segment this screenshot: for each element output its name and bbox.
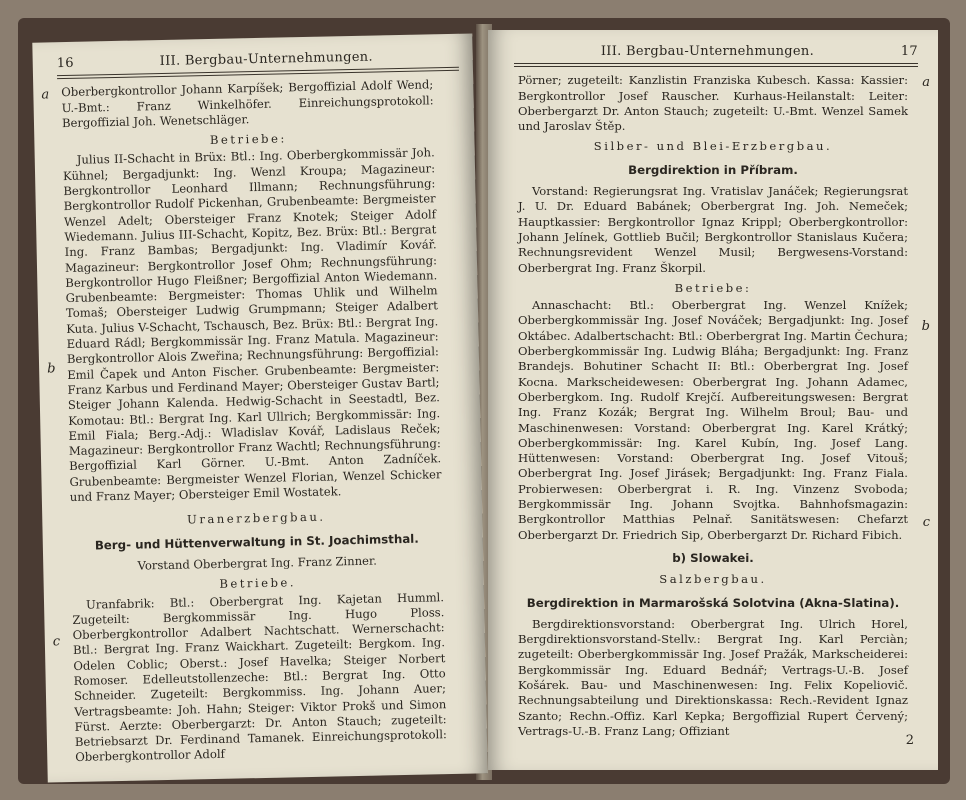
right-page-header	[488, 30, 938, 59]
left-page-body	[33, 71, 487, 767]
margin-marker: c	[52, 634, 61, 650]
running-head: III. Bergbau-Unternehmungen.	[600, 44, 815, 59]
page-number: 17	[900, 44, 918, 59]
signature-mark: 2	[905, 732, 914, 748]
margin-marker: a	[41, 87, 50, 103]
left-page	[32, 33, 487, 782]
margin-marker: b	[46, 361, 56, 377]
section-title: Berg- und Hüttenverwaltung in St. Joachimsthal.	[94, 531, 419, 553]
paragraph: Julius II-Schacht in Brüx: Btl.: Ing. Oberbergkommissär Joh. Kühnel; Bergadjunkt: Ing. Wenzl Kroupa; Magazineur: Bergkontrollor Leonhard Illmann; Rechnungsführung: Bergkontrollor Rudolf Pickenhan, Grubenbeamte: Bergmeister Wenzel Adelt; Obersteiger Franz Knotek; Steiger Adolf Wiedemann. Julius III-Schacht, Kopitz, Bez. Brüx: Btl.: Bergrat Ing. Franz Bambas; Bergadjunkt: Ing. Vladimír Kovář. Magazineur: Bergkontrollor Josef Ohm; Rechnungsführung: Bergkontrollor Hugo Fleißner; Bergoffizial Anton Wiedemann. Grubenbeamte: Bergmeister: Thomas Uhlik und Wilhelm Tomaš; Obersteiger Ludwig Grumpmann; Steiger Adalbert Kuta. Julius V-Schacht, Tschausch, Bez. Brüx: Btl.: Bergrat Ing. Eduard Rádl; Bergkommissär Ing. Franz Matula. Magazineur: Bergkontrollor Alois Zweřina; Rechnungsführung: Bergoffizial: Emil Čapek und Anton Fischer. Grubenbeamte: Bergmeister: Franz Karbus und Ferdinand Mayer; Obersteiger Gustav Bartl; Steiger Johann Kalenda. Hedwig-Schacht in Seestadtl, Bez. Komotau: Btl.: Bergrat Ing. Karl Ullrich; Bergkommissär: Ing. Emil Fiala; Berg.-Adj.: Wladislav Kovář, Ladislaus Reček; Magazineur: Bergkontrollor Franz Wachtl; Rechnungsführung: Bergoffizial Karl Görner. U.-Bmt. Anton Zadníček. Grubenbeamte: Bergmeister Wenzel Florian, Wenzel Schicker und Franz Mayer; Obersteiger Emil Wostatek.	[62, 145, 442, 505]
paragraph: Bergdirektionsvorstand: Oberbergrat Ing. Ulrich Horel, Bergdirektionsvorstand-Stellv.: Bergrat Ing. Karl Perciàn; zugeteilt: Oberbergkommissär Ing. Josef Pražák, Markscheiderei: Bergkommissär Ing. Eduard Bednář; Vertrags-U.-B. Josef Košárek. Bau- und Maschinenwesen: Ing. Felix Kopeliovič. Rechnungsabteilung und Direktionskassa: Rech.-Revident Ignaz Szanto; Rechn.-Offiz. Karl Kepka; Bergoffizial Rupert Červený; Vertrags-U.-B. Franz Lang; Offiziant	[518, 616, 908, 738]
margin-marker: a	[922, 75, 930, 91]
paragraph: Pörner; zugeteilt: Kanzlistin Franziska Kubesch. Kassa: Kassier: Bergkontrollor Josef Rauscher. Kurhaus-Heilanstalt: Leiter: Oberbergarzt Dr. Anton Stauch; zugeteilt: U.-Bmt. Wenzel Samek und Jaroslav Štěp.	[518, 73, 908, 134]
paragraph: Annaschacht: Btl.: Oberbergrat Ing. Wenzel Knížek; Oberbergkommissär Ing. Josef Nováček; Bergadjunkt: Ing. Josef Oktábec. Adalbertschacht: Btl.: Oberbergrat Ing. Martin Čechura; Oberbergkommissär Ing. Ludwig Bláha; Bergadjunkt: Ing. Franz Brandejs. Bohutiner Schacht II: Btl.: Oberbergrat Ing. Josef Kocna. Markscheidewesen: Oberbergrat Ing. Johann Adamec, Oberbergkom. Ing. Rudolf Krejčí. Aufbereitungswesen: Bergrat Ing. Franz Kozák; Bergrat Ing. Wilhelm Broul; Bau- und Maschinenwesen: Vorstand: Oberbergrat Ing. Karel Krátký; Oberbergkommissär: Ing. Karel Kubín, Ing. Josef Lang. Hüttenwesen: Vorstand: Oberbergrat Ing. Josef Vitouš; Oberbergrat Ing. Josef Jirásek; Bergadjunkt: Ing. Franz Fiala. Probierwesen: Oberbergrat i. R. Ing. Vinzenz Svoboda; Bergkommissär Ing. Johann Svojtka. Bahnhofsmagazin: Bergkontrollor Matthias Pelnař. Sanitätswesen: Chefarzt Oberbergarzt Dr. Friedrich Sip, Oberbergarzt Dr. Richard Fibich.	[518, 298, 908, 542]
section-heading: Silber- und Blei-Erzbergbau.	[593, 139, 833, 154]
page-number: 16	[56, 55, 75, 72]
section-title: Bergdirektion in Příbram.	[628, 162, 798, 177]
running-head: III. Bergbau-Unternehmungen.	[159, 49, 374, 70]
paragraph: Oberbergkontrollor Johann Karpíšek; Bergoffizial Adolf Wend; U.-Bmt.: Franz Winkelhöfer. Einreichungsprotokoll: Bergoffizial Joh. Wenetschläger.	[61, 77, 434, 130]
section-label: Betriebe.	[219, 575, 297, 592]
section-title: b) Slowakei.	[672, 550, 754, 565]
section-label: Betriebe:	[674, 280, 752, 295]
section-heading: Uranerzbergbau.	[186, 509, 326, 527]
margin-marker: c	[922, 515, 930, 531]
section-heading: Salzbergbau.	[659, 572, 767, 587]
section-title: Bergdirektion in Marmarošská Solotvina (Akna-Slatina).	[526, 595, 900, 610]
paragraph: Vorstand Oberbergrat Ing. Franz Zinner.	[137, 553, 378, 573]
margin-marker: b	[921, 319, 930, 335]
right-page	[488, 30, 938, 770]
right-page-body	[488, 67, 938, 739]
paragraph: Uranfabrik: Btl.: Oberbergrat Ing. Kajetan Humml. Zugeteilt: Bergkommissär Ing. Hugo Ploss. Oberbergkontrollor Adalbert Nachtschatt. Wernerschacht: Btl.: Bergrat Ing. Franz Waickhart. Zugeteilt: Bergkom. Ing. Odelen Coblic; Oberst.: Josef Havelka; Steiger Norbert Romoser. Edelleutstollenzeche: Btl.: Bergrat Ing. Otto Schneider. Zugeteilt: Bergkommiss. Ing. Johann Auer; Vertragsbeamte: Joh. Hahn; Steiger: Viktor Prokš und Simon Fürst. Aerzte: Oberbergarzt: Dr. Anton Stauch; zugeteilt: Betriebsarzt Dr. Ferdinand Tamanek. Einreichungsprotokoll: Oberbergkontrollor Adolf	[72, 589, 448, 765]
paragraph: Vorstand: Regierungsrat Ing. Vratislav Janáček; Regierungsrat J. U. Dr. Eduard Babánek; Oberbergrat Ing. Joh. Nemeček; Hauptkassier: Bergkontrollor Ignaz Krippl; Oberbergkontrollor: Johann Jelínek, Gottlieb Bučil; Bergkontrollor Stanislaus Kučera; Rechnungsrevident Wenzel Musil; Bergwesens-Vorstand: Oberbergrat Ing. Franz Škorpil.	[518, 184, 908, 275]
section-label: Betriebe:	[209, 131, 287, 148]
